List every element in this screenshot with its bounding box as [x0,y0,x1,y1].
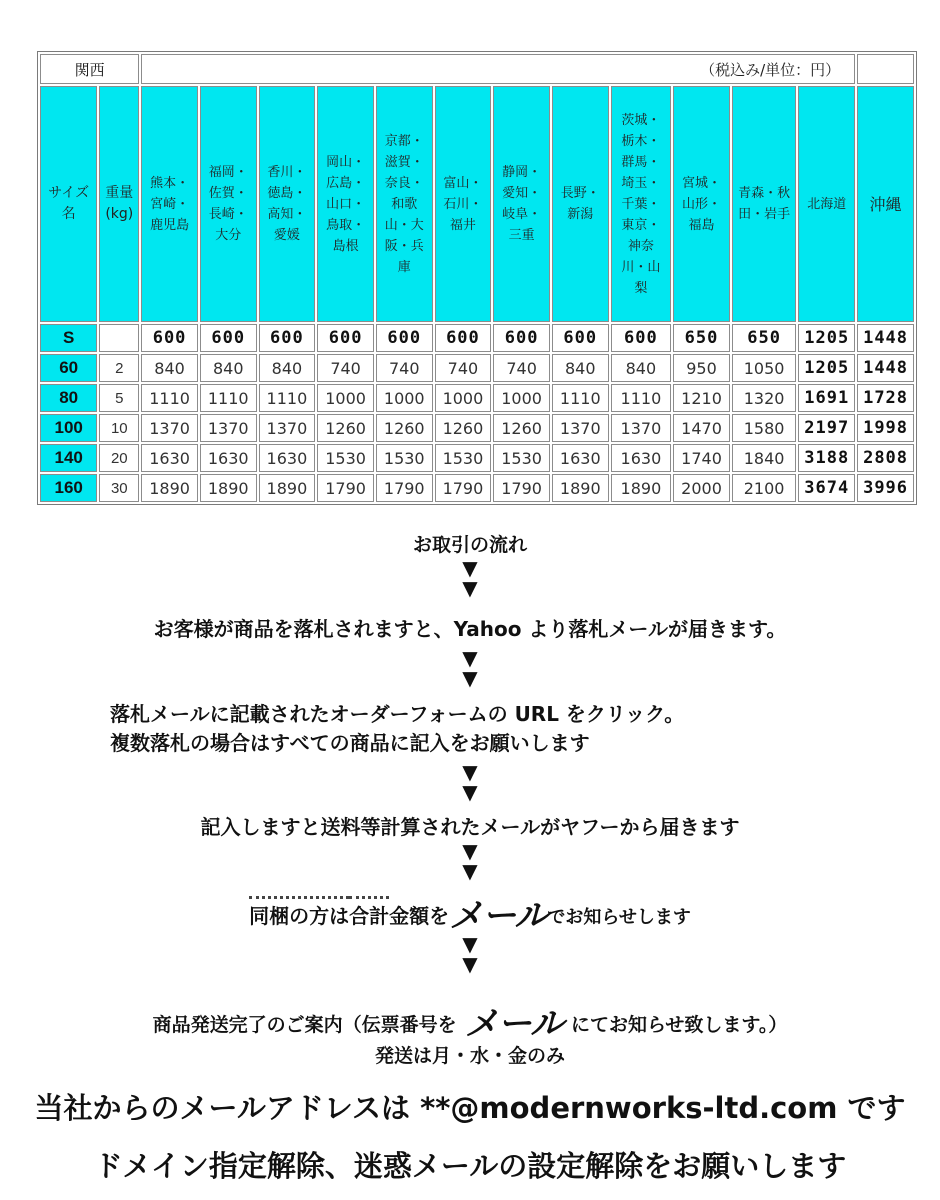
column-header-line: 奈良・ [384,175,424,191]
column-header-line: 島根 [332,238,359,254]
price-cell: 740 [493,354,550,382]
price-cell: 1110 [141,384,198,412]
column-header-line: 福井 [449,217,476,233]
price-cell: 1110 [259,384,316,412]
price-cell: 1260 [493,414,550,442]
price-cell: 600 [141,324,198,352]
price-cell: 1630 [611,444,672,472]
price-cell: 650 [673,324,730,352]
down-arrow-icon: ▼ ▼ [462,932,478,976]
column-header-line: 富山・ [443,175,483,191]
price-cell: 2100 [732,474,797,502]
price-cell: 600 [493,324,550,352]
price-cell: 1000 [376,384,433,412]
down-arrow-icon: ▼ ▼ [462,646,478,690]
price-cell: 1728 [857,384,914,412]
price-cell: 1630 [200,444,257,472]
price-cell: 740 [376,354,433,382]
price-cell: 840 [141,354,198,382]
price-cell: 1790 [376,474,433,502]
price-cell: 1370 [552,414,609,442]
email-address-notice: 当社からのメールアドレスは **@modernworks-ltd.com です [34,1091,906,1125]
down-arrow-icon: ▼ ▼ [462,760,478,804]
weight-cell: 20 [99,444,139,472]
column-header-line: 愛知・ [502,186,542,201]
column-header-line: 愛媛 [273,228,300,243]
price-cell: 1890 [611,474,672,502]
price-cell: 1840 [732,444,797,472]
column-header [317,86,374,322]
price-cell: 740 [435,354,492,382]
price-cell: 1448 [857,324,914,352]
column-header-line: 三重 [508,228,535,243]
column-header-line: 神奈 [627,238,654,254]
price-cell: 1370 [141,414,198,442]
flow-step-award-mail: お客様が商品を落札されますと、Yahoo より落札メールが届きます。 [153,617,787,641]
flow-title: お取引の流れ [412,534,527,556]
column-header-line: 宮城・ [682,175,722,191]
weight-cell: 5 [99,384,139,412]
column-header-line: 京都・ [384,133,424,149]
table-row [40,324,914,352]
price-cell: 2000 [673,474,730,502]
size-cell: 160 [40,474,97,502]
price-cell: 3996 [857,474,914,502]
price-cell: 600 [611,324,672,352]
price-cell: 600 [259,324,316,352]
column-header-line: 和歌 [391,196,418,212]
price-cell: 1890 [552,474,609,502]
weight-cell: 2 [99,354,139,382]
column-header-line: 岡山・ [326,154,366,170]
price-cell: 1000 [317,384,374,412]
ship-notify-label: にてお知らせ致します。） [570,1014,788,1036]
flow-step-order-form: 落札メールに記載されたオーダーフォームの URL をクリック。 [110,702,685,726]
column-header [99,86,139,322]
column-header-line: 長崎・ [208,207,248,222]
price-cell: 740 [317,354,374,382]
column-header-line: 沖縄 [869,194,902,214]
column-header-line: 鹿児島 [150,217,190,233]
column-header-line: 宮崎・ [150,196,190,212]
price-cell: 1370 [200,414,257,442]
ship-days-note: 発送は月・水・金のみ [374,1045,565,1067]
column-header [611,86,672,322]
price-cell: 1530 [493,444,550,472]
price-cell: 1740 [673,444,730,472]
price-cell: 1205 [798,354,855,382]
table-row [40,414,914,442]
column-header-line: 北海道 [807,196,847,212]
table-title-row [40,54,914,84]
price-cell: 1110 [200,384,257,412]
column-header-line: 広島・ [326,175,366,191]
total-label: 合計 [349,904,390,928]
price-cell: 1110 [611,384,672,412]
flow-step-multiple-awards: 複数落札の場合はすべての商品に記入をお願いします [110,731,590,755]
price-cell: 1050 [732,354,797,382]
column-header-line: 高知・ [267,207,307,222]
price-cell: 1890 [259,474,316,502]
price-cell: 1691 [798,384,855,412]
column-header-line: 千葉・ [621,196,661,212]
domain-setting-notice: ドメイン指定解除、迷惑メールの設定解除をお願いします [93,1149,847,1183]
price-cell: 840 [200,354,257,382]
column-header-line: 新潟 [567,207,594,222]
column-header-line: 青森・秋 [738,186,791,201]
price-cell: 1790 [317,474,374,502]
table-row [40,444,914,472]
column-header-line: 熊本・ [150,175,190,191]
column-header-line: 庫 [397,259,411,275]
size-cell: 140 [40,444,97,472]
price-cell: 1470 [673,414,730,442]
column-header-line: 山・大 [384,217,424,233]
price-cell: 1530 [376,444,433,472]
mail-emphasis: メール [449,896,548,936]
column-header-line: 山形・ [682,196,722,212]
column-header-line: 香川・ [267,165,307,180]
unit-note: （税込み/単位：円） [141,54,855,84]
column-header-line: 佐賀・ [208,186,248,201]
column-header [732,86,797,322]
column-header-line: 徳島・ [267,186,307,201]
table-row [40,354,914,382]
price-cell: 1790 [435,474,492,502]
price-cell: 1448 [857,354,914,382]
ship-complete-label: 商品発送完了のご案内（伝票番号を [152,1014,457,1036]
price-cell: 840 [259,354,316,382]
weight-cell: 30 [99,474,139,502]
column-header-line: 群馬・ [621,154,661,170]
flow-step-bundle-total [0,888,940,937]
size-cell: 100 [40,414,97,442]
mail-emphasis: メール [464,1004,563,1044]
column-header [259,86,316,322]
price-cell: 600 [317,324,374,352]
column-header-line: 福岡・ [208,165,248,180]
column-header-line: 埼玉・ [621,175,661,191]
size-cell: 60 [40,354,97,382]
price-cell: 1370 [259,414,316,442]
column-header-line: 東京・ [621,217,661,233]
price-cell: 600 [552,324,609,352]
weight-cell [99,324,139,352]
price-cell: 1370 [611,414,672,442]
price-cell: 1000 [435,384,492,412]
price-cell: 1890 [200,474,257,502]
column-header [798,86,855,322]
column-header-line: 梨 [634,280,648,296]
column-header-line: 静岡・ [502,165,542,180]
price-cell: 1320 [732,384,797,412]
price-cell: 600 [200,324,257,352]
notify-label: でお知らせします [547,907,691,928]
price-cell: 650 [732,324,797,352]
empty-cell [857,54,914,84]
column-header [435,86,492,322]
column-header [857,86,914,322]
column-header-line: 長野・ [560,186,600,201]
column-header-line: サイズ [48,185,90,201]
price-cell: 2197 [798,414,855,442]
table-row [40,474,914,502]
column-header-line: 大分 [215,228,242,243]
price-cell: 840 [552,354,609,382]
shipping-rate-table [37,51,917,505]
amount-label: 金額を [389,904,450,928]
price-cell: 840 [611,354,672,382]
column-header [552,86,609,322]
column-header [141,86,198,322]
price-cell: 600 [376,324,433,352]
price-cell: 1530 [435,444,492,472]
flow-step-ship-complete [0,996,940,1045]
column-header [673,86,730,322]
weight-cell: 10 [99,414,139,442]
column-header-line: 川・山 [621,259,661,275]
price-cell: 1790 [493,474,550,502]
column-header-line: 重量 [105,185,134,201]
column-header [376,86,433,322]
price-cell: 1890 [141,474,198,502]
flow-step-shipping-calc: 記入しますと送料等計算されたメールがヤフーから届きます [200,815,740,839]
column-header-line: 石川・ [443,196,483,212]
down-arrow-icon: ▼ ▼ [462,839,478,883]
column-header-row [40,86,914,322]
price-cell: 1530 [317,444,374,472]
price-cell: 1205 [798,324,855,352]
column-header-line: 福島 [688,217,715,233]
column-header-line: (kg) [105,206,134,222]
column-header [40,86,97,322]
price-cell: 1630 [141,444,198,472]
price-cell: 600 [435,324,492,352]
price-cell: 1210 [673,384,730,412]
price-cell: 1630 [552,444,609,472]
price-cell: 1260 [317,414,374,442]
column-header-line: 名 [61,206,76,222]
price-cell: 3188 [798,444,855,472]
column-header-line: 岐阜・ [502,207,542,222]
down-arrow-icon: ▼ ▼ [462,556,478,600]
column-header-line: 栃木・ [621,133,661,149]
price-cell: 2808 [857,444,914,472]
price-cell: 1110 [552,384,609,412]
price-cell: 1000 [493,384,550,412]
column-header [200,86,257,322]
region-label: 関西 [40,54,139,84]
price-cell: 1580 [732,414,797,442]
column-header [493,86,550,322]
price-cell: 1630 [259,444,316,472]
price-cell: 1260 [376,414,433,442]
price-cell: 1260 [435,414,492,442]
column-header-line: 田・岩手 [738,207,791,222]
column-header-line: 阪・兵 [384,238,424,254]
column-header-line: 山口・ [326,196,366,212]
column-header-line: 鳥取・ [326,217,366,233]
price-cell: 1998 [857,414,914,442]
column-header-line: 茨城・ [621,112,661,128]
bundle-label: 同梱の方は [249,904,350,928]
size-cell: S [40,324,97,352]
column-header-line: 滋賀・ [384,154,424,170]
price-cell: 950 [673,354,730,382]
size-cell: 80 [40,384,97,412]
table-row [40,384,914,412]
price-cell: 3674 [798,474,855,502]
